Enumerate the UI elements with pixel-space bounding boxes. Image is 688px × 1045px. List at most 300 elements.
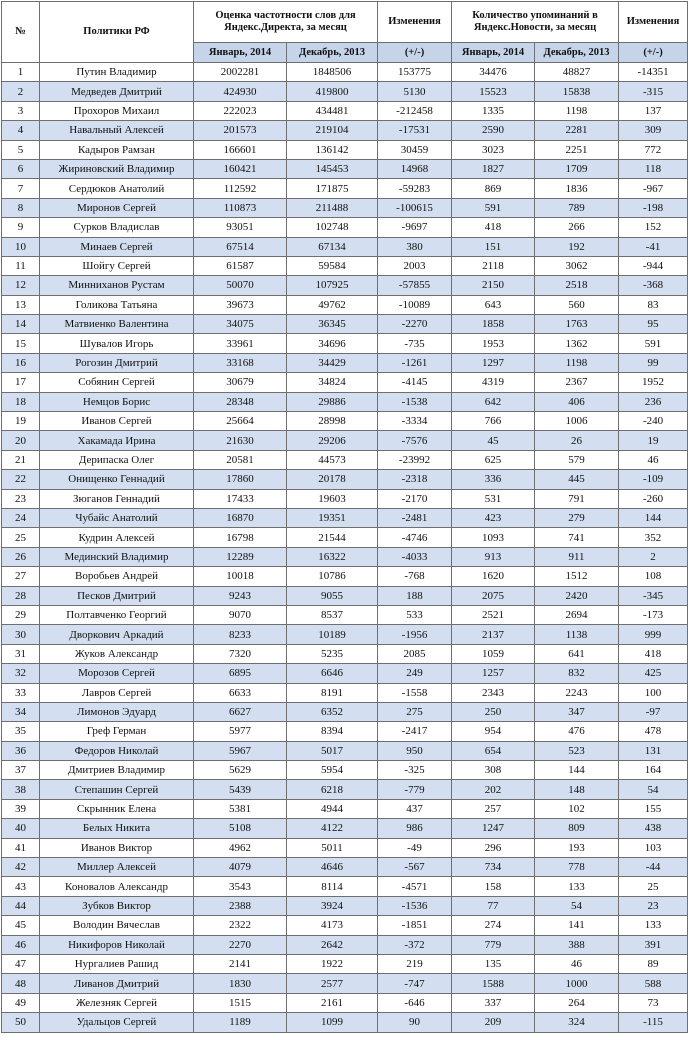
- cell-news-dec2013: 476: [535, 722, 619, 741]
- table-row: [2, 547, 688, 566]
- cell-politician: Минаев Сергей: [40, 237, 194, 256]
- cell-direct-dec2013: 28998: [287, 412, 378, 431]
- cell-num: 17: [2, 373, 40, 392]
- cell-politician: Скрынник Елена: [40, 799, 194, 818]
- cell-num: 21: [2, 450, 40, 469]
- table-row: [2, 353, 688, 372]
- cell-direct-jan2014: 34075: [194, 315, 287, 334]
- cell-politician: Железняк Сергей: [40, 993, 194, 1012]
- cell-direct-jan2014: 166601: [194, 140, 287, 159]
- cell-news-jan2014: 3023: [452, 140, 535, 159]
- cell-num: 37: [2, 761, 40, 780]
- cell-direct-dec2013: 5954: [287, 761, 378, 780]
- cell-direct-dec2013: 1922: [287, 954, 378, 973]
- cell-direct-change: -17531: [378, 121, 452, 140]
- cell-politician: Сердюков Анатолий: [40, 179, 194, 198]
- cell-news-change: 99: [619, 353, 688, 372]
- cell-news-change: 438: [619, 819, 688, 838]
- cell-direct-dec2013: 4944: [287, 799, 378, 818]
- cell-direct-change: -1536: [378, 896, 452, 915]
- cell-politician: Федоров Николай: [40, 741, 194, 760]
- table-row: [2, 159, 688, 178]
- cell-news-dec2013: 2367: [535, 373, 619, 392]
- cell-direct-jan2014: 222023: [194, 101, 287, 120]
- cell-direct-dec2013: 21544: [287, 528, 378, 547]
- cell-direct-jan2014: 9070: [194, 605, 287, 624]
- cell-num: 49: [2, 993, 40, 1012]
- cell-news-dec2013: 144: [535, 761, 619, 780]
- cell-direct-change: -646: [378, 993, 452, 1012]
- cell-direct-change: 30459: [378, 140, 452, 159]
- cell-num: 36: [2, 741, 40, 760]
- cell-num: 41: [2, 838, 40, 857]
- cell-politician: Иванов Виктор: [40, 838, 194, 857]
- cell-politician: Шувалов Игорь: [40, 334, 194, 353]
- cell-direct-jan2014: 5381: [194, 799, 287, 818]
- cell-news-change: -368: [619, 276, 688, 295]
- table-row: [2, 877, 688, 896]
- table-row: [2, 82, 688, 101]
- cell-direct-dec2013: 107925: [287, 276, 378, 295]
- table-body: [2, 63, 688, 1033]
- cell-direct-jan2014: 4962: [194, 838, 287, 857]
- cell-direct-dec2013: 67134: [287, 237, 378, 256]
- cell-news-jan2014: 158: [452, 877, 535, 896]
- cell-direct-change: 986: [378, 819, 452, 838]
- table-row: [2, 450, 688, 469]
- cell-politician: Минниханов Рустам: [40, 276, 194, 295]
- table-row: [2, 412, 688, 431]
- cell-direct-change: -4746: [378, 528, 452, 547]
- cell-direct-change: -1558: [378, 683, 452, 702]
- cell-direct-jan2014: 17433: [194, 489, 287, 508]
- cell-news-change: -944: [619, 256, 688, 275]
- cell-news-jan2014: 913: [452, 547, 535, 566]
- cell-news-dec2013: 1006: [535, 412, 619, 431]
- cell-news-dec2013: 347: [535, 702, 619, 721]
- cell-news-dec2013: 2518: [535, 276, 619, 295]
- cell-politician: Кудрин Алексей: [40, 528, 194, 547]
- header-yandex-direct: Оценка частотности слов для Яндекс.Директа, за месяц: [194, 2, 378, 43]
- cell-news-change: 100: [619, 683, 688, 702]
- cell-direct-dec2013: 29886: [287, 392, 378, 411]
- cell-news-jan2014: 1858: [452, 315, 535, 334]
- cell-news-change: 95: [619, 315, 688, 334]
- cell-news-change: 73: [619, 993, 688, 1012]
- table-row: [2, 683, 688, 702]
- cell-news-dec2013: 1138: [535, 625, 619, 644]
- cell-direct-dec2013: 6218: [287, 780, 378, 799]
- cell-politician: Воробьев Андрей: [40, 567, 194, 586]
- cell-direct-jan2014: 21630: [194, 431, 287, 450]
- cell-news-jan2014: 954: [452, 722, 535, 741]
- cell-direct-jan2014: 28348: [194, 392, 287, 411]
- cell-direct-dec2013: 8537: [287, 605, 378, 624]
- header-politicians: Политики РФ: [40, 2, 194, 63]
- cell-politician: Лавров Сергей: [40, 683, 194, 702]
- cell-direct-dec2013: 136142: [287, 140, 378, 159]
- cell-news-jan2014: 654: [452, 741, 535, 760]
- cell-news-change: 108: [619, 567, 688, 586]
- cell-direct-jan2014: 25664: [194, 412, 287, 431]
- cell-politician: Немцов Борис: [40, 392, 194, 411]
- cell-politician: Полтавченко Георгий: [40, 605, 194, 624]
- cell-num: 35: [2, 722, 40, 741]
- cell-news-change: 391: [619, 935, 688, 954]
- cell-direct-dec2013: 5235: [287, 644, 378, 663]
- cell-direct-change: 2085: [378, 644, 452, 663]
- cell-politician: Жуков Александр: [40, 644, 194, 663]
- cell-direct-change: -4145: [378, 373, 452, 392]
- cell-news-change: 425: [619, 664, 688, 683]
- table-row: [2, 974, 688, 993]
- cell-direct-change: -567: [378, 858, 452, 877]
- cell-news-jan2014: 1588: [452, 974, 535, 993]
- cell-news-jan2014: 643: [452, 295, 535, 314]
- cell-direct-dec2013: 6646: [287, 664, 378, 683]
- cell-news-jan2014: 418: [452, 218, 535, 237]
- cell-politician: Миронов Сергей: [40, 198, 194, 217]
- cell-num: 31: [2, 644, 40, 663]
- cell-news-dec2013: 46: [535, 954, 619, 973]
- cell-news-dec2013: 2281: [535, 121, 619, 140]
- cell-direct-dec2013: 2161: [287, 993, 378, 1012]
- cell-news-jan2014: 779: [452, 935, 535, 954]
- cell-direct-dec2013: 102748: [287, 218, 378, 237]
- table-row: [2, 954, 688, 973]
- cell-news-jan2014: 135: [452, 954, 535, 973]
- cell-num: 12: [2, 276, 40, 295]
- cell-direct-dec2013: 2577: [287, 974, 378, 993]
- cell-news-change: -198: [619, 198, 688, 217]
- cell-direct-change: -23992: [378, 450, 452, 469]
- cell-news-change: 418: [619, 644, 688, 663]
- cell-news-change: 152: [619, 218, 688, 237]
- cell-direct-change: 2003: [378, 256, 452, 275]
- cell-direct-dec2013: 34824: [287, 373, 378, 392]
- cell-direct-change: 188: [378, 586, 452, 605]
- cell-num: 33: [2, 683, 40, 702]
- cell-direct-change: -1538: [378, 392, 452, 411]
- cell-direct-change: -2417: [378, 722, 452, 741]
- cell-news-change: 999: [619, 625, 688, 644]
- cell-direct-change: 437: [378, 799, 452, 818]
- cell-politician: Дмитриев Владимир: [40, 761, 194, 780]
- cell-direct-change: -10089: [378, 295, 452, 314]
- cell-news-jan2014: 1335: [452, 101, 535, 120]
- cell-direct-change: 14968: [378, 159, 452, 178]
- cell-news-jan2014: 336: [452, 470, 535, 489]
- header-jan2014-news: Январь, 2014: [452, 43, 535, 63]
- cell-direct-jan2014: 5977: [194, 722, 287, 741]
- cell-news-jan2014: 1059: [452, 644, 535, 663]
- cell-direct-change: -59283: [378, 179, 452, 198]
- cell-direct-dec2013: 1848506: [287, 63, 378, 82]
- table-row: [2, 586, 688, 605]
- cell-news-jan2014: 2118: [452, 256, 535, 275]
- cell-direct-dec2013: 29206: [287, 431, 378, 450]
- cell-direct-change: 275: [378, 702, 452, 721]
- cell-news-change: 1952: [619, 373, 688, 392]
- cell-direct-jan2014: 112592: [194, 179, 287, 198]
- cell-news-dec2013: 148: [535, 780, 619, 799]
- cell-direct-dec2013: 434481: [287, 101, 378, 120]
- cell-num: 28: [2, 586, 40, 605]
- cell-direct-change: -372: [378, 935, 452, 954]
- table-row: [2, 276, 688, 295]
- cell-politician: Прохоров Михаил: [40, 101, 194, 120]
- cell-news-jan2014: 337: [452, 993, 535, 1012]
- cell-news-dec2013: 15838: [535, 82, 619, 101]
- cell-news-change: 164: [619, 761, 688, 780]
- cell-direct-change: -2318: [378, 470, 452, 489]
- cell-direct-dec2013: 10786: [287, 567, 378, 586]
- politicians-table: [1, 1, 688, 1033]
- cell-num: 19: [2, 412, 40, 431]
- cell-direct-dec2013: 20178: [287, 470, 378, 489]
- cell-direct-change: 950: [378, 741, 452, 760]
- cell-news-jan2014: 2075: [452, 586, 535, 605]
- cell-direct-dec2013: 8394: [287, 722, 378, 741]
- cell-direct-jan2014: 3543: [194, 877, 287, 896]
- cell-news-dec2013: 1362: [535, 334, 619, 353]
- cell-num: 13: [2, 295, 40, 314]
- cell-news-change: 23: [619, 896, 688, 915]
- header-plusminus-direct: (+/-): [378, 43, 452, 63]
- cell-politician: Удальцов Сергей: [40, 1013, 194, 1032]
- cell-direct-change: -2270: [378, 315, 452, 334]
- cell-news-jan2014: 2521: [452, 605, 535, 624]
- cell-news-dec2013: 264: [535, 993, 619, 1012]
- cell-direct-dec2013: 1099: [287, 1013, 378, 1032]
- cell-direct-jan2014: 6627: [194, 702, 287, 721]
- cell-news-change: 118: [619, 159, 688, 178]
- cell-politician: Дворкович Аркадий: [40, 625, 194, 644]
- header-dec2013-news: Декабрь, 2013: [535, 43, 619, 63]
- cell-politician: Рогозин Дмитрий: [40, 353, 194, 372]
- cell-news-dec2013: 388: [535, 935, 619, 954]
- table-row: [2, 1013, 688, 1032]
- cell-direct-change: -7576: [378, 431, 452, 450]
- cell-direct-change: -735: [378, 334, 452, 353]
- cell-news-dec2013: 192: [535, 237, 619, 256]
- cell-num: 10: [2, 237, 40, 256]
- header-dec2013-direct: Декабрь, 2013: [287, 43, 378, 63]
- cell-direct-dec2013: 9055: [287, 586, 378, 605]
- cell-politician: Дерипаска Олег: [40, 450, 194, 469]
- cell-direct-jan2014: 12289: [194, 547, 287, 566]
- cell-politician: Морозов Сергей: [40, 664, 194, 683]
- cell-news-change: 54: [619, 780, 688, 799]
- cell-direct-change: 90: [378, 1013, 452, 1032]
- cell-news-change: -173: [619, 605, 688, 624]
- cell-news-jan2014: 642: [452, 392, 535, 411]
- header-row-1: [2, 2, 688, 43]
- cell-politician: Чубайс Анатолий: [40, 508, 194, 527]
- cell-news-jan2014: 869: [452, 179, 535, 198]
- cell-num: 24: [2, 508, 40, 527]
- cell-num: 3: [2, 101, 40, 120]
- cell-num: 18: [2, 392, 40, 411]
- cell-num: 45: [2, 916, 40, 935]
- cell-direct-dec2013: 219104: [287, 121, 378, 140]
- cell-direct-dec2013: 5017: [287, 741, 378, 760]
- cell-news-change: -345: [619, 586, 688, 605]
- cell-direct-change: -325: [378, 761, 452, 780]
- table-row: [2, 819, 688, 838]
- cell-news-change: 478: [619, 722, 688, 741]
- header-plusminus-news: (+/-): [619, 43, 688, 63]
- cell-news-jan2014: 257: [452, 799, 535, 818]
- cell-news-jan2014: 1827: [452, 159, 535, 178]
- table-row: [2, 761, 688, 780]
- cell-news-dec2013: 26: [535, 431, 619, 450]
- cell-news-dec2013: 2694: [535, 605, 619, 624]
- cell-news-change: 83: [619, 295, 688, 314]
- cell-num: 44: [2, 896, 40, 915]
- cell-direct-change: -4571: [378, 877, 452, 896]
- cell-num: 29: [2, 605, 40, 624]
- cell-direct-change: -100615: [378, 198, 452, 217]
- cell-num: 20: [2, 431, 40, 450]
- cell-num: 11: [2, 256, 40, 275]
- cell-direct-dec2013: 4173: [287, 916, 378, 935]
- cell-direct-jan2014: 160421: [194, 159, 287, 178]
- cell-news-change: -967: [619, 179, 688, 198]
- cell-news-jan2014: 250: [452, 702, 535, 721]
- table-row: [2, 373, 688, 392]
- cell-direct-jan2014: 7320: [194, 644, 287, 663]
- cell-direct-dec2013: 36345: [287, 315, 378, 334]
- cell-news-dec2013: 1198: [535, 353, 619, 372]
- cell-direct-jan2014: 8233: [194, 625, 287, 644]
- cell-news-change: 89: [619, 954, 688, 973]
- cell-direct-jan2014: 2002281: [194, 63, 287, 82]
- cell-direct-jan2014: 1830: [194, 974, 287, 993]
- cell-direct-change: 249: [378, 664, 452, 683]
- table-row: [2, 858, 688, 877]
- cell-news-dec2013: 778: [535, 858, 619, 877]
- cell-news-dec2013: 445: [535, 470, 619, 489]
- cell-num: 25: [2, 528, 40, 547]
- cell-news-change: -97: [619, 702, 688, 721]
- cell-direct-change: -57855: [378, 276, 452, 295]
- header-jan2014-direct: Январь, 2014: [194, 43, 287, 63]
- cell-direct-change: -9697: [378, 218, 452, 237]
- cell-direct-change: -2170: [378, 489, 452, 508]
- cell-news-jan2014: 1953: [452, 334, 535, 353]
- cell-direct-jan2014: 16798: [194, 528, 287, 547]
- cell-direct-jan2014: 5439: [194, 780, 287, 799]
- cell-news-dec2013: 3062: [535, 256, 619, 275]
- table-row: [2, 625, 688, 644]
- cell-politician: Жириновский Владимир: [40, 159, 194, 178]
- cell-direct-jan2014: 1189: [194, 1013, 287, 1032]
- cell-politician: Иванов Сергей: [40, 412, 194, 431]
- cell-politician: Навальный Алексей: [40, 121, 194, 140]
- cell-direct-jan2014: 61587: [194, 256, 287, 275]
- cell-news-dec2013: 1763: [535, 315, 619, 334]
- table-row: [2, 605, 688, 624]
- cell-politician: Зубков Виктор: [40, 896, 194, 915]
- cell-news-jan2014: 1257: [452, 664, 535, 683]
- cell-news-jan2014: 296: [452, 838, 535, 857]
- cell-direct-dec2013: 44573: [287, 450, 378, 469]
- cell-direct-change: -779: [378, 780, 452, 799]
- cell-direct-change: 219: [378, 954, 452, 973]
- cell-num: 5: [2, 140, 40, 159]
- cell-direct-jan2014: 10018: [194, 567, 287, 586]
- cell-num: 15: [2, 334, 40, 353]
- table-row: [2, 702, 688, 721]
- cell-news-dec2013: 789: [535, 198, 619, 217]
- cell-num: 9: [2, 218, 40, 237]
- cell-num: 8: [2, 198, 40, 217]
- cell-politician: Никифоров Николай: [40, 935, 194, 954]
- cell-politician: Володин Вячеслав: [40, 916, 194, 935]
- cell-politician: Хакамада Ирина: [40, 431, 194, 450]
- table-row: [2, 237, 688, 256]
- table-row: [2, 741, 688, 760]
- cell-direct-jan2014: 4079: [194, 858, 287, 877]
- table-row: [2, 392, 688, 411]
- cell-news-change: -14351: [619, 63, 688, 82]
- cell-direct-change: 380: [378, 237, 452, 256]
- cell-news-jan2014: 766: [452, 412, 535, 431]
- cell-num: 48: [2, 974, 40, 993]
- cell-news-change: 25: [619, 877, 688, 896]
- cell-news-jan2014: 274: [452, 916, 535, 935]
- cell-num: 2: [2, 82, 40, 101]
- cell-news-dec2013: 809: [535, 819, 619, 838]
- cell-num: 40: [2, 819, 40, 838]
- cell-news-jan2014: 34476: [452, 63, 535, 82]
- cell-news-change: 155: [619, 799, 688, 818]
- cell-direct-change: 153775: [378, 63, 452, 82]
- cell-news-change: 2: [619, 547, 688, 566]
- table-row: [2, 896, 688, 915]
- table-row: [2, 664, 688, 683]
- cell-news-change: 591: [619, 334, 688, 353]
- cell-direct-dec2013: 419800: [287, 82, 378, 101]
- cell-num: 38: [2, 780, 40, 799]
- table-row: [2, 256, 688, 275]
- cell-num: 50: [2, 1013, 40, 1032]
- cell-direct-dec2013: 2642: [287, 935, 378, 954]
- cell-num: 4: [2, 121, 40, 140]
- cell-politician: Коновалов Александр: [40, 877, 194, 896]
- cell-news-dec2013: 1512: [535, 567, 619, 586]
- cell-direct-jan2014: 33961: [194, 334, 287, 353]
- cell-direct-jan2014: 110873: [194, 198, 287, 217]
- cell-politician: Нургалиев Рашид: [40, 954, 194, 973]
- cell-news-change: 236: [619, 392, 688, 411]
- table-row: [2, 334, 688, 353]
- cell-num: 26: [2, 547, 40, 566]
- cell-news-jan2014: 2137: [452, 625, 535, 644]
- cell-direct-dec2013: 34696: [287, 334, 378, 353]
- cell-news-dec2013: 1836: [535, 179, 619, 198]
- cell-news-dec2013: 579: [535, 450, 619, 469]
- cell-news-change: -260: [619, 489, 688, 508]
- cell-direct-dec2013: 16322: [287, 547, 378, 566]
- cell-num: 43: [2, 877, 40, 896]
- table-row: [2, 198, 688, 217]
- cell-news-jan2014: 423: [452, 508, 535, 527]
- cell-direct-dec2013: 171875: [287, 179, 378, 198]
- cell-news-change: 144: [619, 508, 688, 527]
- cell-direct-jan2014: 6633: [194, 683, 287, 702]
